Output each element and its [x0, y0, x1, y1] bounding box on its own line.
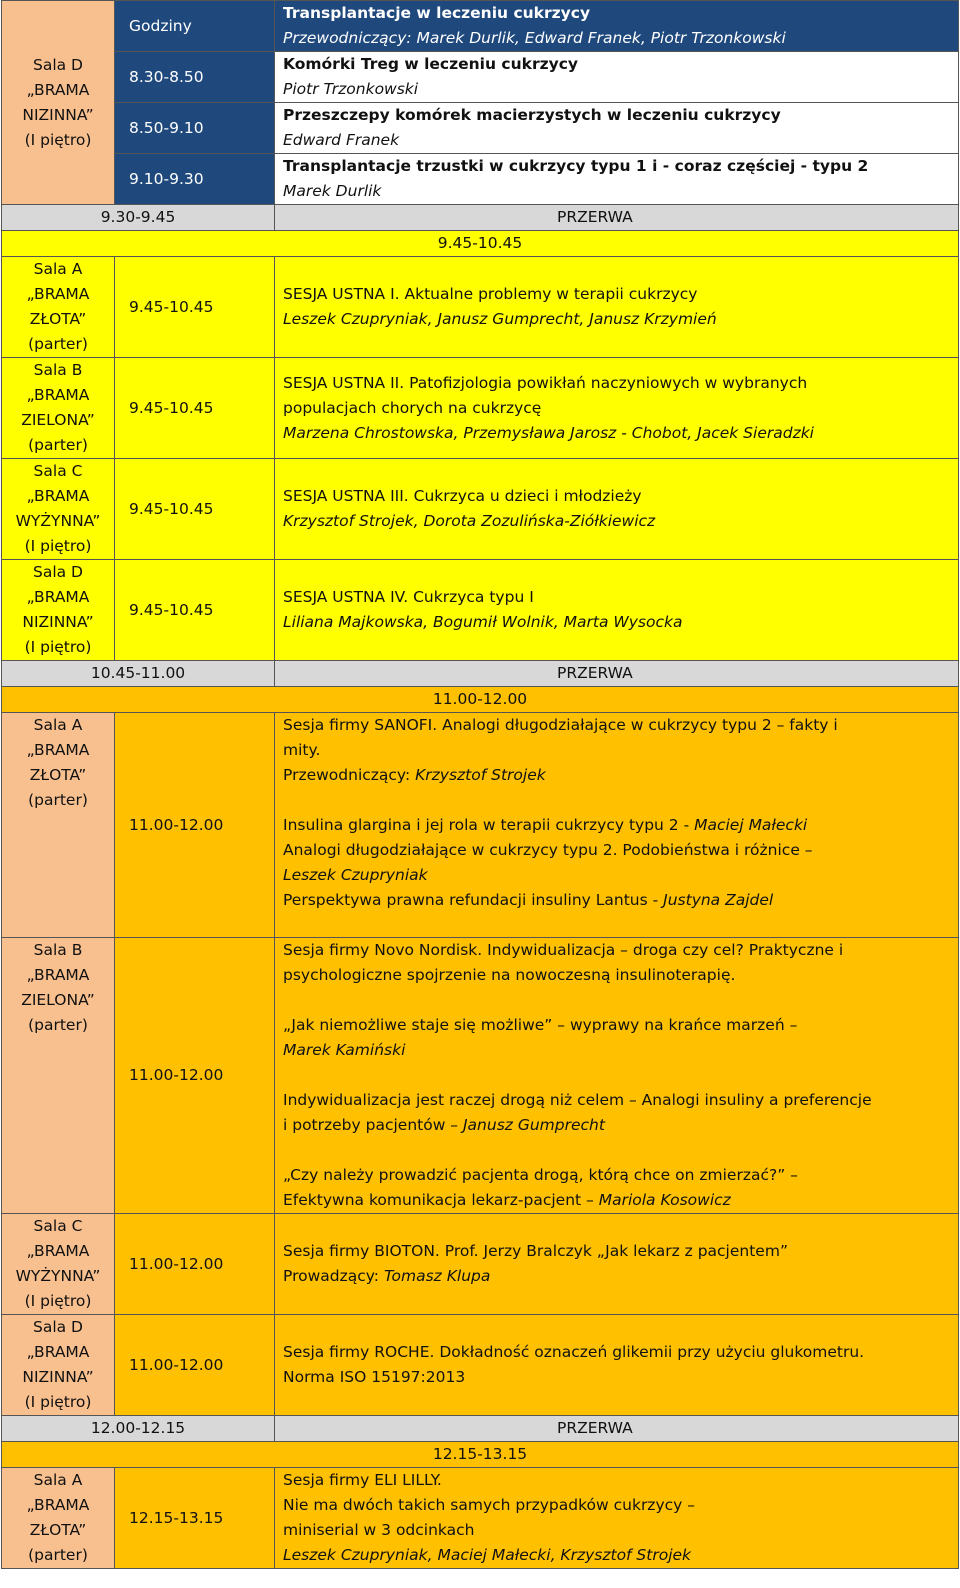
lead-name: Tomasz Klupa [383, 1267, 491, 1285]
session-title: SESJA USTNA III. Cukrzyca u dzieci i młodzieży [283, 487, 642, 505]
session-speakers: Leszek Czupryniak, Maciej Małecki, Krzysztof Strojek [283, 1546, 692, 1564]
session-title: Transplantacje w leczeniu cukrzycy [283, 4, 591, 22]
session-speakers: Liliana Majkowska, Bogumił Wolnik, Marta Wysocka [283, 613, 683, 631]
room-line: (I piętro) [24, 537, 92, 555]
break-time: 10.45-11.00 [2, 661, 275, 687]
room-line: ZŁOTA” [29, 766, 87, 784]
room-line: (parter) [28, 335, 88, 353]
room-line: (parter) [28, 436, 88, 454]
session-title: Sesja firmy ELI LILLY. [283, 1471, 442, 1489]
talk-title: Insulina glargina i jej rola w terapii cukrzycy typu 2 - [283, 816, 695, 834]
talk-speaker: Edward Franek [283, 131, 400, 149]
talk-title: Perspektywa prawna refundacji insuliny Lantus - [283, 891, 664, 909]
room-line: ZŁOTA” [29, 1521, 87, 1539]
talk-time: 8.50-9.10 [115, 103, 275, 154]
talk-speaker: Justyna Zajdel [663, 891, 774, 909]
talk-title: „Czy należy prowadzić pacjenta drogą, którą chce on zmierzać?” – [283, 1166, 798, 1184]
talk-speaker: Maciej Małecki [694, 816, 808, 834]
program-table [1, 0, 959, 1569]
room-line: (I piętro) [24, 638, 92, 656]
session-time: 9.45-10.45 [115, 459, 275, 560]
talk-cell [275, 154, 959, 205]
time-header: 12.15-13.15 [2, 1442, 959, 1468]
room-line: „BRAMA [26, 588, 90, 606]
chair-label: Przewodniczący: [283, 766, 416, 784]
talk-time: 8.30-8.50 [115, 52, 275, 103]
talk-cell [275, 52, 959, 103]
room-cell [2, 560, 115, 661]
room-line: Sala A [33, 716, 83, 734]
session-title: Sesja firmy ROCHE. Dokładność oznaczeń glikemii przy użyciu glukometru. [283, 1343, 865, 1361]
session-title-cont: miniserial w 3 odcinkach [283, 1521, 475, 1539]
session-title: Sesja firmy BIOTON. Prof. Jerzy Bralczyk „Jak lekarz z pacjentem” [283, 1242, 788, 1260]
talk-speaker: Leszek Czupryniak [283, 866, 428, 884]
room-line: „BRAMA [26, 966, 90, 984]
talk-speaker: Mariola Kosowicz [598, 1191, 731, 1209]
session-title: SESJA USTNA II. Patofizjologia powikłań naczyniowych w wybranych [283, 373, 808, 392]
room-cell [2, 938, 115, 1214]
break-time: 12.00-12.15 [2, 1416, 275, 1442]
room-line: Sala C [33, 1217, 83, 1235]
talk-speaker: Marek Durlik [283, 182, 382, 200]
session-cell [275, 938, 959, 1214]
room-line: Sala B [33, 361, 83, 379]
talk-title-cont: Efektywna komunikacja lekarz-pacjent – [283, 1191, 599, 1209]
break-label: PRZERWA [275, 205, 959, 231]
room-line: (I piętro) [24, 1292, 92, 1310]
room-cell [2, 257, 115, 358]
talk-title-cont: i potrzeby pacjentów – [283, 1116, 463, 1134]
hours-header: Godziny [115, 1, 275, 52]
room-line: NIZINNA” [22, 1368, 94, 1386]
room-line: „BRAMA [26, 80, 90, 99]
break-label: PRZERWA [275, 661, 959, 687]
room-line: Sala B [33, 941, 83, 959]
room-line: (parter) [28, 1016, 88, 1034]
session-time: 9.45-10.45 [115, 358, 275, 459]
talk-time: 9.10-9.30 [115, 154, 275, 205]
room-line: (I piętro) [24, 1393, 92, 1411]
session-title: SESJA USTNA IV. Cukrzyca typu I [283, 588, 534, 606]
talk-title: Komórki Treg w leczeniu cukrzycy [283, 55, 578, 73]
talk-title: Transplantacje trzustki w cukrzycy typu 1 i - coraz częściej - typu 2 [283, 157, 869, 175]
room-cell [2, 459, 115, 560]
talk-speaker: Janusz Gumprecht [462, 1116, 605, 1134]
chair-name: Krzysztof Strojek [415, 766, 546, 784]
room-line: „BRAMA [26, 487, 90, 505]
session-time: 11.00-12.00 [115, 1214, 275, 1315]
talk-speaker: Marek Kamiński [283, 1041, 406, 1059]
room-cell [2, 1468, 115, 1569]
room-cell [2, 1214, 115, 1315]
room-line: WYŻYNNA” [15, 1267, 101, 1285]
session-title-cont: populacjach chorych na cukrzycę [283, 398, 542, 417]
session-title: Sesja firmy SANOFI. Analogi długodziałające w cukrzycy typu 2 – fakty i [283, 716, 838, 734]
session-title: Sesja firmy Novo Nordisk. Indywidualizacja – droga czy cel? Praktyczne i [283, 941, 844, 959]
session-time: 12.15-13.15 [115, 1468, 275, 1569]
session-chairs: Przewodniczący: Marek Durlik, Edward Franek, Piotr Trzonkowski [283, 29, 786, 47]
talk-title: „Jak niemożliwe staje się możliwe” – wyprawy na krańce marzeń – [283, 1016, 798, 1034]
room-line: NIZINNA” [22, 105, 94, 124]
session-time: 11.00-12.00 [115, 713, 275, 938]
session-time: 11.00-12.00 [115, 1315, 275, 1416]
talk-title: Przeszczepy komórek macierzystych w leczeniu cukrzycy [283, 106, 781, 124]
room-line: Sala A [33, 260, 83, 278]
room-line: „BRAMA [26, 1242, 90, 1260]
lead-label: Prowadzący: [283, 1267, 384, 1285]
session-cell [275, 713, 959, 938]
room-line: Sala A [33, 1471, 83, 1489]
room-line: „BRAMA [26, 1496, 90, 1514]
session-title-cont: mity. [283, 741, 321, 759]
room-line: Sala D [32, 563, 83, 581]
session-speakers: Leszek Czupryniak, Janusz Gumprecht, Janusz Krzymień [283, 310, 717, 328]
room-cell [2, 358, 115, 459]
session-header [275, 1, 959, 52]
room-line: „BRAMA [26, 285, 90, 303]
room-line: (parter) [28, 791, 88, 809]
room-line: NIZINNA” [22, 613, 94, 631]
break-label: PRZERWA [275, 1416, 959, 1442]
session-cell [275, 459, 959, 560]
session-cell [275, 1214, 959, 1315]
session-time: 11.00-12.00 [115, 938, 275, 1214]
time-header: 9.45-10.45 [2, 231, 959, 257]
talk-speaker: Piotr Trzonkowski [283, 80, 419, 98]
room-line: (I piętro) [24, 130, 92, 149]
session-cell [275, 358, 959, 459]
room-line: Sala D [32, 55, 83, 74]
room-line: ZŁOTA” [29, 310, 87, 328]
talk-title: Analogi długodziałające w cukrzycy typu 2. Podobieństwa i różnice – [283, 841, 813, 859]
time-header: 11.00-12.00 [2, 687, 959, 713]
session-speakers: Krzysztof Strojek, Dorota Zozulińska-Ziółkiewicz [283, 512, 656, 530]
room-cell [2, 1, 115, 205]
room-line: (parter) [28, 1546, 88, 1564]
room-line: „BRAMA [26, 1343, 90, 1361]
session-title-cont: Norma ISO 15197:2013 [283, 1368, 466, 1386]
session-speakers: Marzena Chrostowska, Przemysława Jarosz - Chobot, Jacek Sieradzki [283, 423, 814, 442]
session-title: SESJA USTNA I. Aktualne problemy w terapii cukrzycy [283, 285, 698, 303]
break-time: 9.30-9.45 [2, 205, 275, 231]
room-line: ZIELONA” [21, 991, 95, 1009]
talk-cell [275, 103, 959, 154]
session-cell [275, 1468, 959, 1569]
room-line: ZIELONA” [21, 411, 95, 429]
room-line: „BRAMA [26, 386, 90, 404]
session-time: 9.45-10.45 [115, 560, 275, 661]
session-title-cont: psychologiczne spojrzenie na nowoczesną insulinoterapię. [283, 966, 736, 984]
session-title-cont: Nie ma dwóch takich samych przypadków cukrzycy – [283, 1496, 695, 1514]
room-cell [2, 1315, 115, 1416]
room-line: WYŻYNNA” [15, 512, 101, 530]
session-cell [275, 1315, 959, 1416]
room-cell [2, 713, 115, 938]
room-line: Sala D [32, 1318, 83, 1336]
room-line: Sala C [33, 462, 83, 480]
session-cell [275, 560, 959, 661]
talk-title: Indywidualizacja jest raczej drogą niż celem – Analogi insuliny a preferencje [283, 1091, 872, 1109]
session-time: 9.45-10.45 [115, 257, 275, 358]
room-line: „BRAMA [26, 741, 90, 759]
session-cell [275, 257, 959, 358]
